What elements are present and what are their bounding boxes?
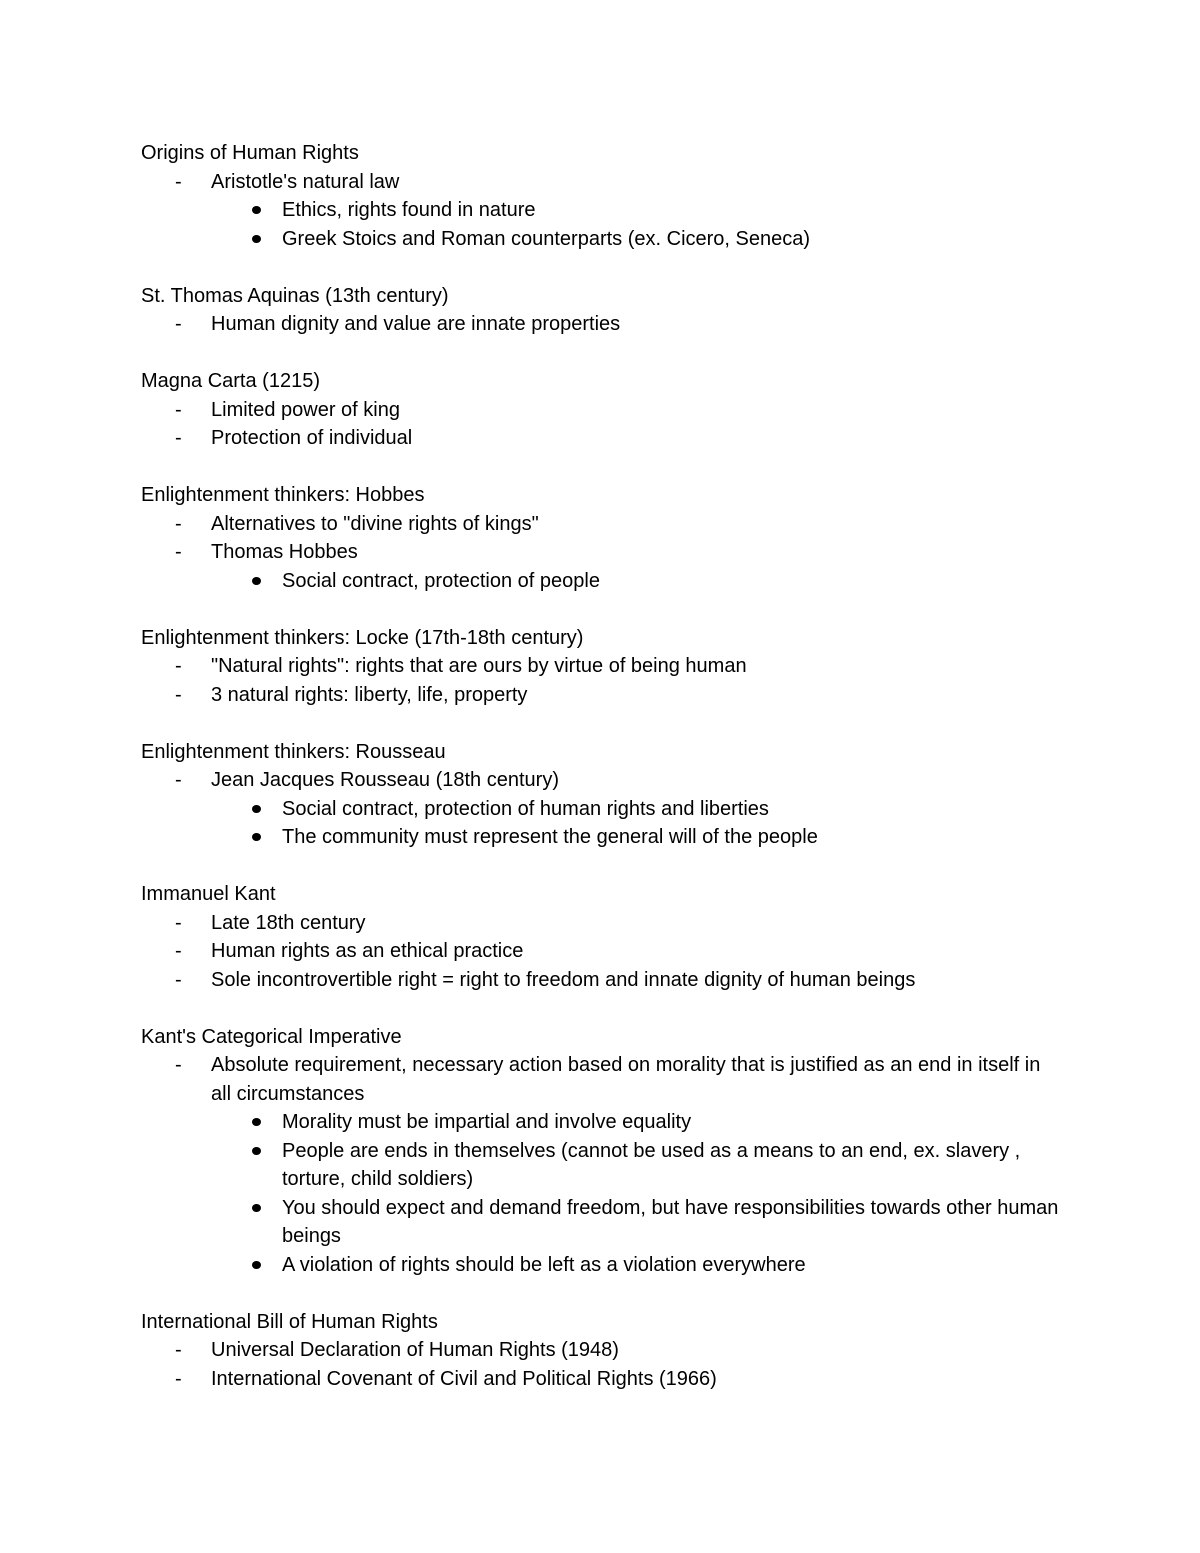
round-bullet-icon [252,206,261,214]
note-section [141,1308,1061,1394]
sub-list-item-text: Morality must be impartial and involve equality [282,1111,692,1133]
round-bullet-icon [252,1261,261,1269]
list-item-text: Sole incontrovertible right = right to freedom and innate dignity of human beings [211,968,916,991]
note-section [141,738,1061,852]
section-heading: Immanuel Kant [141,883,276,905]
list-item [141,424,1061,453]
list-item-text: "Natural rights": rights that are ours by virtue of being human [211,655,747,677]
list-item-text: Limited power of king [211,398,400,421]
list-item [141,1051,1061,1108]
list-item-text: International Covenant of Civil and Political Rights (1966) [211,1367,717,1390]
list-item-text: Late 18th century [211,911,366,934]
dash-bullet-icon: - [175,398,182,421]
dash-bullet-icon: - [175,170,182,193]
sub-list-item-text: People are ends in themselves (cannot be used as a means to an end, ex. slavery , torture, child soldiers) [282,1139,1021,1190]
section-heading: Origins of Human Rights [141,142,359,164]
list-item [141,966,1061,995]
round-bullet-icon [252,1118,261,1126]
list-item [141,310,1061,339]
section-heading: Enlightenment thinkers: Rousseau [141,740,446,763]
list-item-text: Universal Declaration of Human Rights (1948) [211,1339,619,1361]
note-section [141,139,1061,253]
sub-list-item [141,1108,1061,1137]
dash-bullet-icon: - [175,427,182,449]
note-section [141,282,1061,339]
note-section [141,880,1061,994]
section-heading: St. Thomas Aquinas (13th century) [141,284,449,307]
dash-bullet-icon: - [175,541,182,563]
sub-list-item-text: A violation of rights should be left as a violation everywhere [282,1253,806,1276]
dash-bullet-icon: - [175,1054,182,1076]
section-heading: Kant's Categorical Imperative [141,1025,402,1048]
dash-bullet-icon: - [175,911,182,934]
sub-list-item [141,225,1061,254]
sub-list-item-text: The community must represent the general will of the people [282,826,818,848]
note-section [141,481,1061,595]
list-item-text: Absolute requirement, necessary action based on morality that is justified as an end in itself in all circumstances [211,1054,1041,1105]
list-item [141,937,1061,966]
list-item [141,652,1061,681]
list-item [141,1336,1061,1365]
dash-bullet-icon: - [175,769,182,791]
notes-body [141,139,1061,1393]
list-item-text: Jean Jacques Rousseau (18th century) [211,769,559,791]
section-heading: International Bill of Human Rights [141,1310,438,1333]
list-item-text: 3 natural rights: liberty, life, property [211,683,528,706]
round-bullet-icon [252,1147,261,1155]
dash-bullet-icon: - [175,1339,182,1361]
note-section [141,367,1061,453]
list-item-text: Aristotle's natural law [211,170,400,193]
dash-bullet-icon: - [175,313,182,335]
sub-list-item [141,1194,1061,1251]
dash-bullet-icon: - [175,683,182,706]
dash-bullet-icon: - [175,512,182,535]
note-section [141,624,1061,710]
round-bullet-icon [252,1204,261,1212]
dash-bullet-icon: - [175,968,182,991]
sub-list-item-text: Greek Stoics and Roman counterparts (ex. Cicero, Seneca) [282,227,811,250]
round-bullet-icon [252,805,261,813]
dash-bullet-icon: - [175,1367,182,1390]
list-item [141,909,1061,938]
list-item-text: Alternatives to "divine rights of kings" [211,512,539,535]
section-heading: Enlightenment thinkers: Hobbes [141,484,425,506]
list-item-text: Thomas Hobbes [211,541,358,563]
list-item [141,681,1061,710]
list-item [141,766,1061,795]
round-bullet-icon [252,235,261,243]
list-item-text: Human rights as an ethical practice [211,940,524,962]
list-item [141,396,1061,425]
sub-list-item-text: Social contract, protection of people [282,569,600,592]
list-item [141,168,1061,197]
section-heading: Enlightenment thinkers: Locke (17th-18th century) [141,626,584,649]
sub-list-item [141,196,1061,225]
sub-list-item [141,823,1061,852]
list-item [141,538,1061,567]
sub-list-item-text: Social contract, protection of human rights and liberties [282,797,769,820]
sub-list-item-text: Ethics, rights found in nature [282,199,536,221]
list-item-text: Human dignity and value are innate properties [211,313,621,335]
round-bullet-icon [252,833,261,841]
sub-list-item [141,1251,1061,1280]
sub-list-item [141,795,1061,824]
dash-bullet-icon: - [175,655,182,677]
sub-list-item [141,1137,1061,1194]
section-heading: Magna Carta (1215) [141,370,320,392]
round-bullet-icon [252,577,261,585]
list-item [141,1365,1061,1394]
sub-list-item [141,567,1061,596]
sub-list-item-text: You should expect and demand freedom, but have responsibilities towards other human beings [282,1196,1059,1247]
list-item [141,510,1061,539]
list-item-text: Protection of individual [211,427,413,449]
dash-bullet-icon: - [175,940,182,962]
note-section [141,1023,1061,1280]
